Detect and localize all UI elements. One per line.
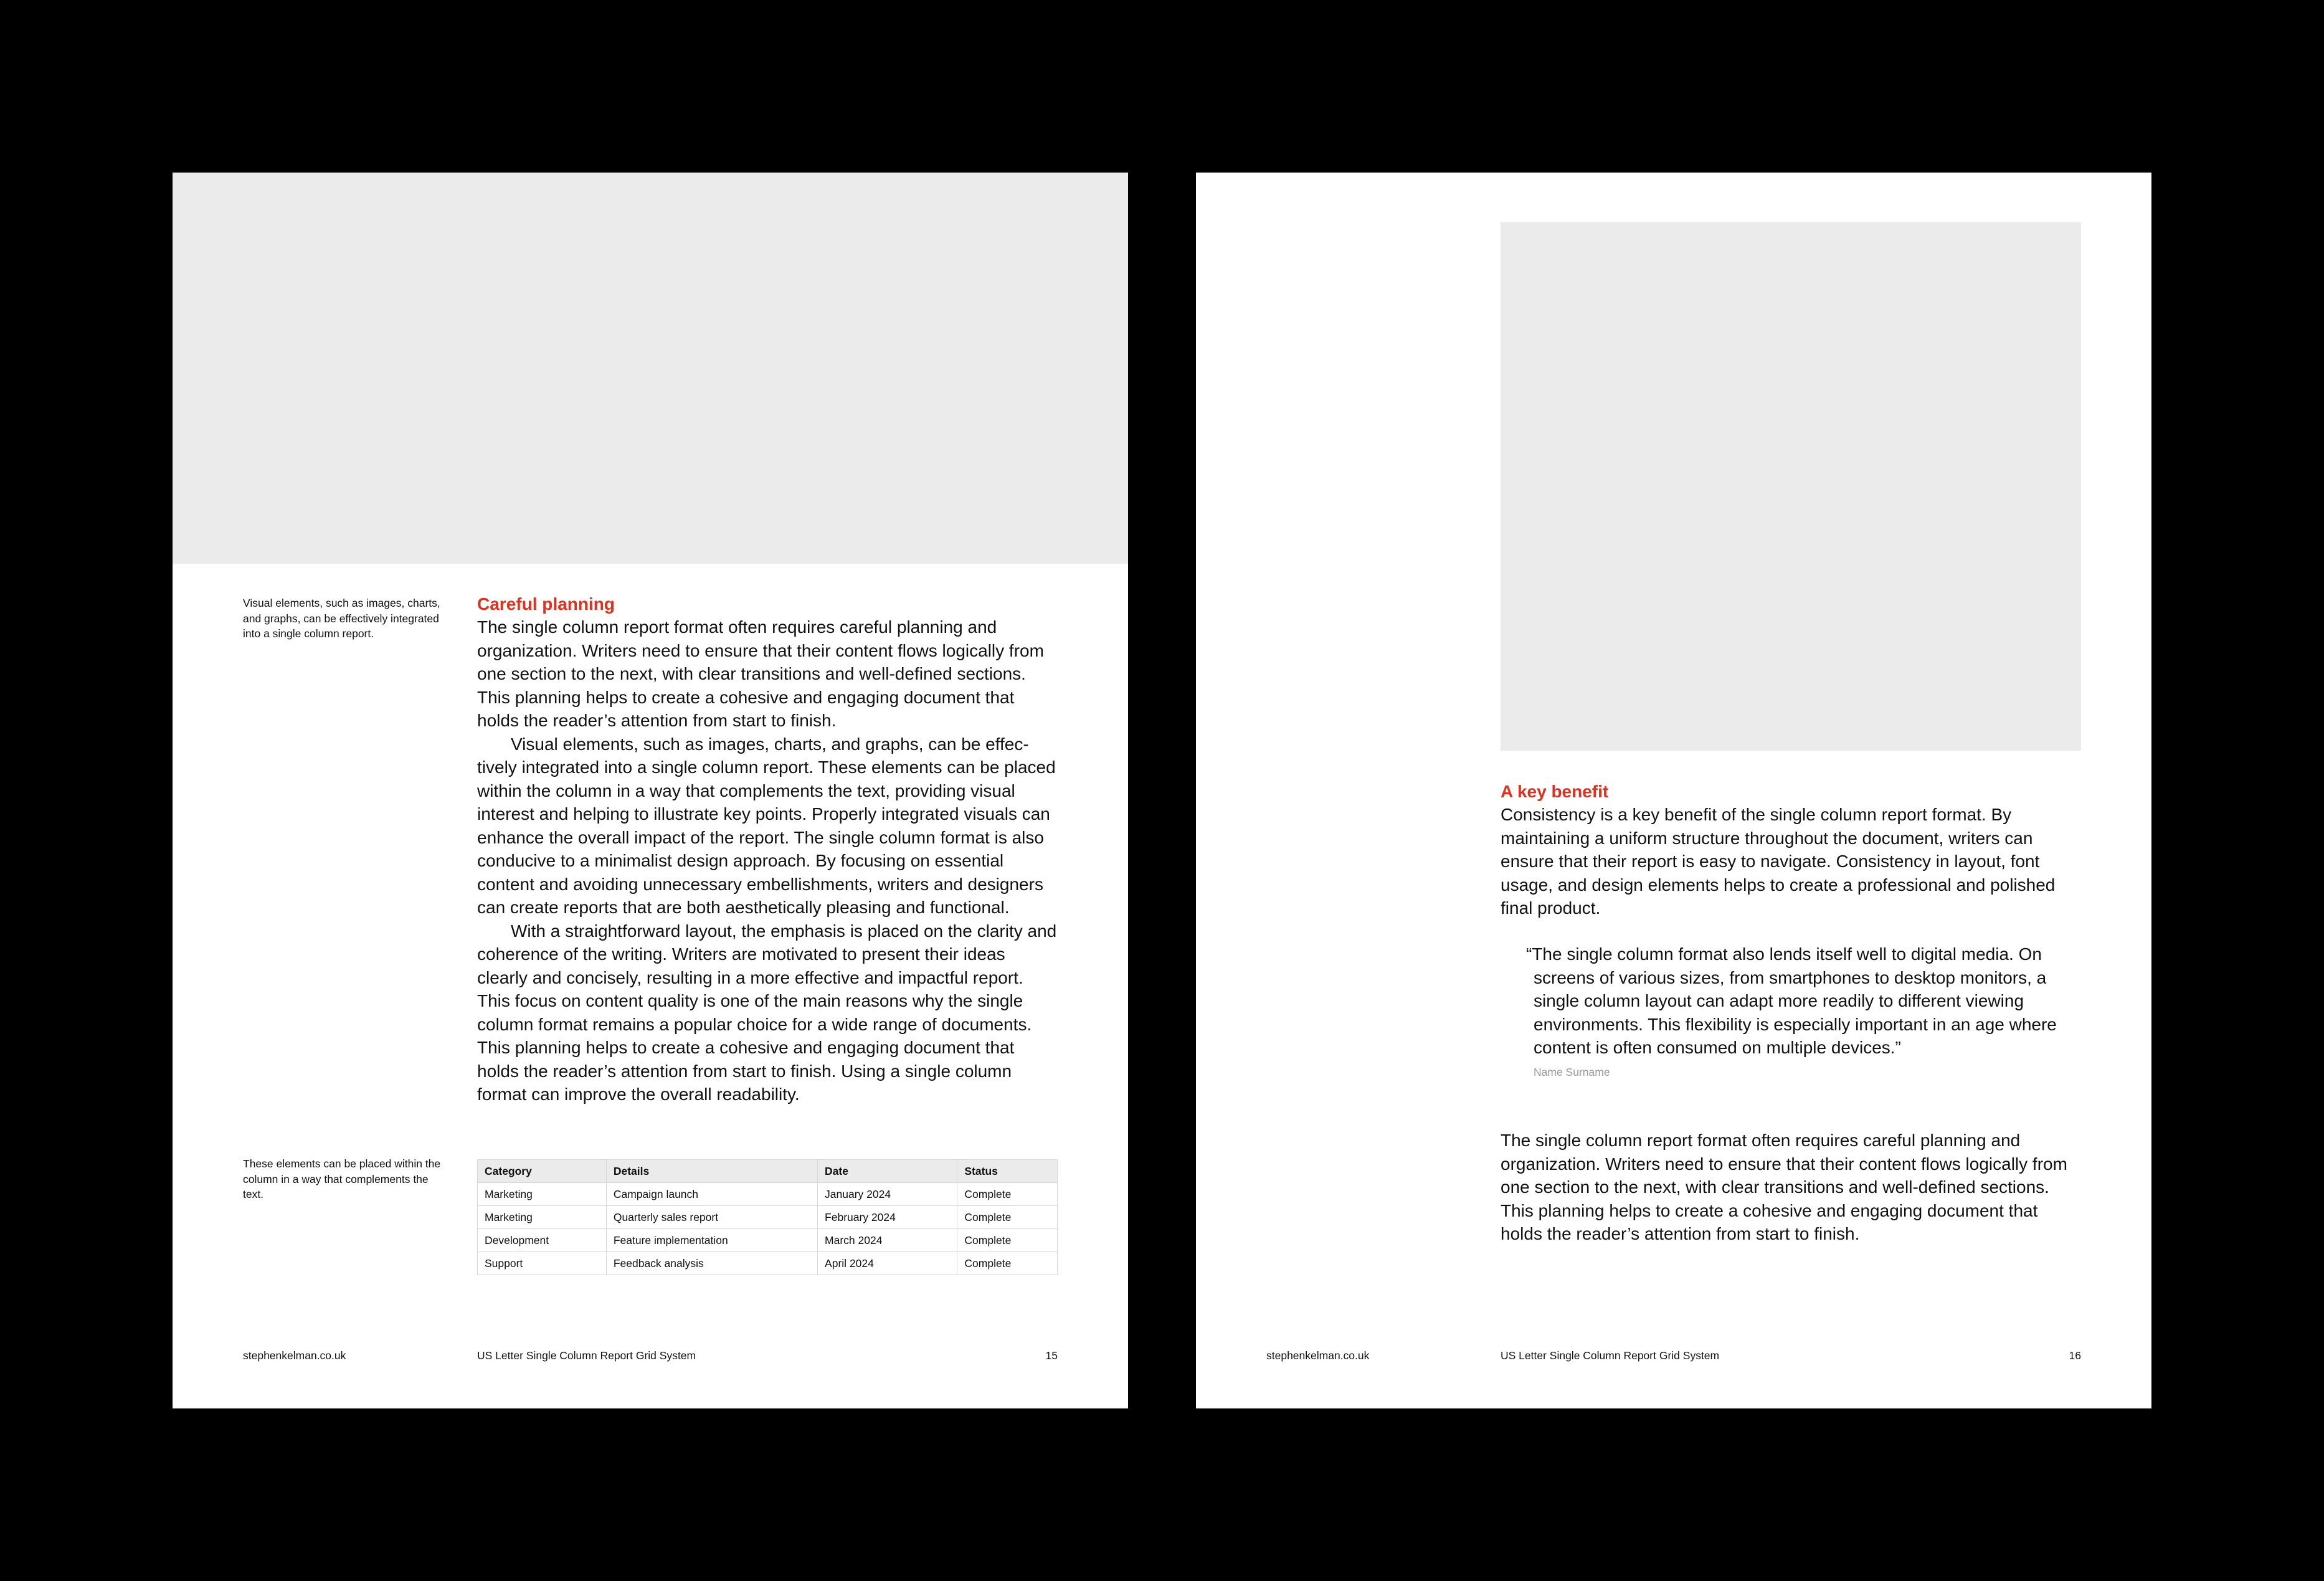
footer-title: US Letter Single Column Report Grid System (477, 1349, 696, 1362)
body-text (1501, 803, 2083, 920)
table-cell: Complete (957, 1252, 1058, 1275)
margin-note: Visual elements, such as images, charts, and graphs, can be effectively integrated into a single column report. (243, 597, 440, 640)
footer-site: stephenkelman.co.uk (243, 1349, 346, 1362)
table-row (478, 1229, 1058, 1252)
table-cell: Complete (957, 1206, 1058, 1229)
pull-quote (1526, 942, 2074, 1080)
paragraph: With a straightforward layout, the emphasis is placed on the clarity and coherence of the writing. Writers are motivated to present their ideas clearly and concisely, resulting in a more effective and impactful report. This focus on content quality is one of the main reasons why the single column format remains a popular choice for a wide range of documents. This planning helps to create a cohesive and engaging document that holds the reader’s attention from start to finish. Using a single column format can improve the overall readability. (477, 921, 1057, 1104)
image-placeholder (1501, 222, 2081, 751)
image-placeholder (173, 173, 1128, 564)
table-row (478, 1183, 1058, 1206)
quote-text: “The single column format also lends itself well to digital media. On screens of various sizes, from smartphones to desktop monitors, a single column layout can adapt more readily to different viewing environments. This flexibility is especially important in an age where content is often consumed on multiple devices.” (1526, 944, 2057, 1057)
paragraph: The single column report format often requires careful planning and organization. Writers need to ensure that their content flows logically from one section to the next, with clear transitions and well-defined sections. This planning helps to create a cohesive and engaging document that holds the reader’s attention from start to finish. (477, 617, 1044, 730)
paragraph: The single column report format often requires careful planning and organization. Writers need to ensure that their content flows logically from one section to the next, with clear transitions and well-defined sections. This planning helps to create a cohesive and engaging document that holds the reader’s attention from start to finish. (1501, 1131, 2067, 1243)
table-cell: March 2024 (818, 1229, 957, 1252)
section-heading: Careful planning (477, 594, 615, 614)
page-number: 15 (1045, 1349, 1058, 1362)
body-text (1501, 1129, 2083, 1246)
data-table (477, 1159, 1058, 1275)
table-cell: Marketing (478, 1183, 607, 1206)
table-cell: Development (478, 1229, 607, 1252)
page-16 (1196, 173, 2151, 1408)
table-row (478, 1252, 1058, 1275)
margin-note: These elements can be placed within the column in a way that complements the text. (243, 1157, 441, 1200)
paragraph: Consistency is a key benefit of the single column report format. By maintaining a uniform structure throughout the document, writers can ensure that their report is easy to navigate. Consistency in layout, font usage, and design elements helps to create a professional and polished final product. (1501, 805, 2056, 918)
paragraph: Visual elements, such as images, charts, and graphs, can be effectively integrated into a single column report. These elements can be placed within the column in a way that complements the text, providing visual interest and helping to illustrate key points. Properly integrated visuals can enhance the overall impact of the report. The single column format is also conducive to a minimalist design approach. By focusing on essential content and avoiding unnecessary embellishments, writers and designers can create reports that are both aesthetically pleasing and functional. (477, 734, 1056, 917)
section-heading: A key benefit (1501, 782, 1609, 801)
table-cell: Feedback analysis (606, 1252, 817, 1275)
table-cell: January 2024 (818, 1183, 957, 1206)
table-cell: Quarterly sales report (606, 1206, 817, 1229)
column-header: Status (957, 1160, 1058, 1183)
column-header: Category (478, 1160, 607, 1183)
table-cell: Marketing (478, 1206, 607, 1229)
table-cell: Complete (957, 1229, 1058, 1252)
page-15 (173, 173, 1128, 1408)
table-header-row (478, 1160, 1058, 1183)
table-row (478, 1206, 1058, 1229)
column-header: Date (818, 1160, 957, 1183)
table-cell: Support (478, 1252, 607, 1275)
table-cell: Complete (957, 1183, 1058, 1206)
table-cell: Feature implementation (606, 1229, 817, 1252)
table-cell: April 2024 (818, 1252, 957, 1275)
table-cell: Campaign launch (606, 1183, 817, 1206)
page-number: 16 (2069, 1349, 2081, 1362)
footer-site: stephenkelman.co.uk (1266, 1349, 1370, 1362)
body-text (477, 615, 1060, 1106)
quote-author: Name Surname (1534, 1065, 1610, 1078)
column-header: Details (606, 1160, 817, 1183)
table-cell: February 2024 (818, 1206, 957, 1229)
footer-title: US Letter Single Column Report Grid System (1501, 1349, 1720, 1362)
